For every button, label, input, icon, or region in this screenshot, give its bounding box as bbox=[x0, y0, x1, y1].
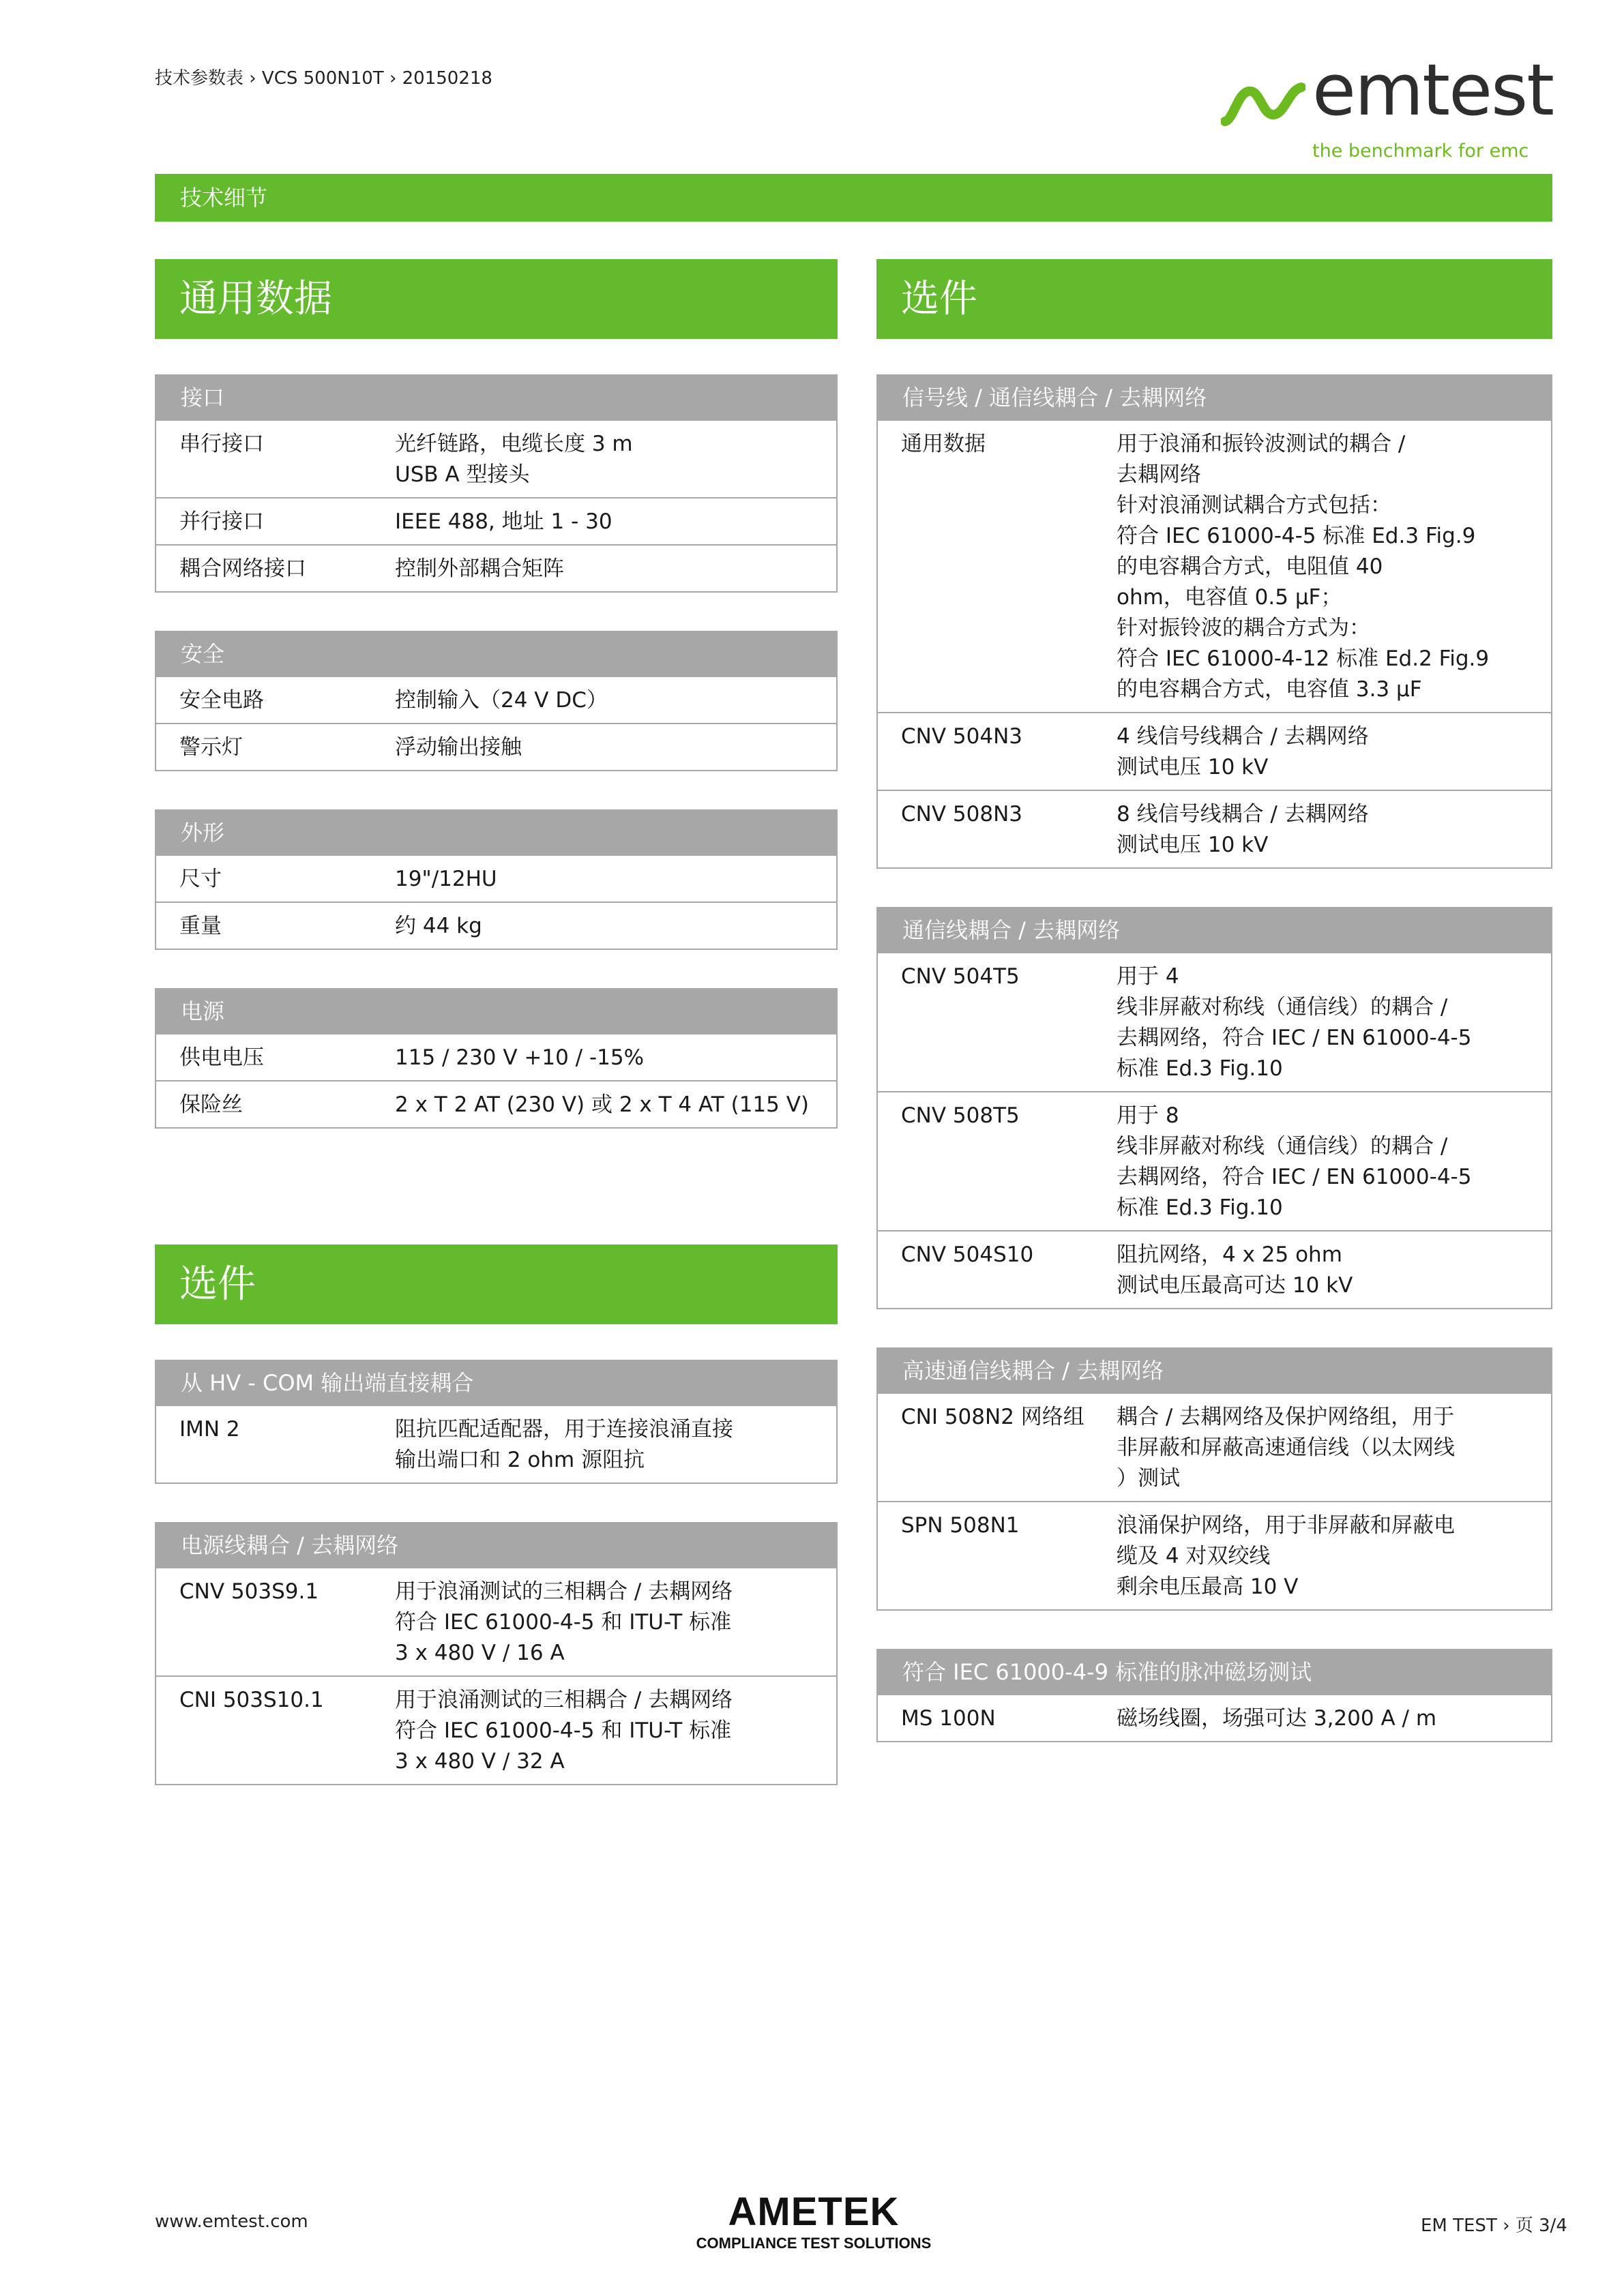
row-value: 用于浪涌测试的三相耦合 / 去耦网络 符合 IEC 61000-4-5 和 ITU-T 标准 3 x 480 V / 16 A bbox=[395, 1579, 733, 1665]
row-label: IMN 2 bbox=[179, 1417, 240, 1442]
breadcrumb: 技术参数表 › VCS 500N10T › 20150218 bbox=[155, 68, 492, 89]
row-label: 重量 bbox=[179, 914, 222, 938]
row-value: 控制外部耦合矩阵 bbox=[395, 556, 564, 581]
options-heading-left: 选件 bbox=[155, 1244, 838, 1324]
right-column bbox=[876, 259, 1552, 1742]
table-title: 外形 bbox=[156, 809, 836, 856]
table-row bbox=[156, 1568, 836, 1675]
spec-table bbox=[876, 1649, 1552, 1742]
row-value: 阻抗匹配适配器，用于连接浪涌直接 输出端口和 2 ohm 源阻抗 bbox=[395, 1417, 733, 1472]
row-value: 光纤链路，电缆长度 3 m USB A 型接头 bbox=[395, 432, 633, 487]
table-row bbox=[156, 723, 836, 770]
page-number: EM TEST › 页 3/4 bbox=[1421, 2216, 1567, 2236]
table-row bbox=[156, 1080, 836, 1127]
table-row bbox=[878, 953, 1551, 1091]
row-label: MS 100N bbox=[901, 1706, 996, 1731]
row-label: CNI 508N2 网络组 bbox=[901, 1405, 1084, 1429]
row-label: 并行接口 bbox=[179, 509, 264, 534]
row-label: 耦合网络接口 bbox=[179, 556, 306, 581]
table-title: 接口 bbox=[156, 374, 836, 421]
ametek-brand: AMETEK bbox=[728, 2190, 900, 2234]
ametek-logo bbox=[684, 2192, 943, 2254]
general-data-heading: 通用数据 bbox=[155, 259, 838, 339]
table-row bbox=[156, 1675, 836, 1784]
row-label: CNV 503S9.1 bbox=[179, 1579, 319, 1604]
row-label: 保险丝 bbox=[179, 1092, 243, 1117]
table-row bbox=[156, 856, 836, 901]
table-title: 符合 IEC 61000-4-9 标准的脉冲磁场测试 bbox=[878, 1649, 1551, 1695]
row-value: 115 / 230 V +10 / -15% bbox=[395, 1045, 645, 1070]
row-label: CNI 503S10.1 bbox=[179, 1688, 324, 1712]
table-row bbox=[878, 1501, 1551, 1609]
table-row bbox=[878, 712, 1551, 790]
row-value: 约 44 kg bbox=[395, 914, 482, 938]
row-value: 4 线信号线耦合 / 去耦网络 测试电压 10 kV bbox=[1117, 724, 1369, 779]
table-row bbox=[156, 1406, 836, 1482]
left-column bbox=[155, 259, 838, 1785]
spec-table bbox=[155, 988, 838, 1129]
logo-tagline: the benchmark for emc bbox=[1312, 140, 1529, 162]
table-title: 安全 bbox=[156, 631, 836, 677]
table-title: 信号线 / 通信线耦合 / 去耦网络 bbox=[878, 374, 1551, 421]
row-label: 通用数据 bbox=[901, 432, 986, 456]
left-tables bbox=[155, 374, 838, 1129]
row-value: 浮动输出接触 bbox=[395, 735, 522, 760]
ametek-subtitle: COMPLIANCE TEST SOLUTIONS bbox=[696, 2235, 932, 2252]
row-value: 用于浪涌和振铃波测试的耦合 / 去耦网络 针对浪涌测试耦合方式包括： 符合 IEC 61000-4-5 标准 Ed.3 Fig.9 的电容耦合方式，电阻值 40 ohm，电容值 0.5 μF； 针对振铃波的耦合方式为： 符合 IEC 61000-4-12 标准 Ed.2 Fig.9 的电容耦合方式，电容值 3.3 μF bbox=[1117, 432, 1490, 702]
row-value: 19"/12HU bbox=[395, 867, 497, 891]
row-label: CNV 508T5 bbox=[901, 1103, 1020, 1128]
spec-table bbox=[155, 374, 838, 593]
spec-table bbox=[876, 374, 1552, 869]
row-label: 串行接口 bbox=[179, 432, 264, 456]
spec-table bbox=[155, 1522, 838, 1785]
section-bar: 技术细节 bbox=[155, 174, 1552, 222]
row-value: 控制输入（24 V DC） bbox=[395, 688, 608, 713]
table-row bbox=[156, 544, 836, 591]
spec-table bbox=[155, 1360, 838, 1484]
emtest-logo bbox=[1221, 48, 1554, 169]
spec-table bbox=[155, 809, 838, 950]
row-label: CNV 504N3 bbox=[901, 724, 1022, 749]
row-label: 供电电压 bbox=[179, 1045, 264, 1070]
row-label: 安全电路 bbox=[179, 688, 264, 713]
row-label: SPN 508N1 bbox=[901, 1513, 1020, 1538]
table-title: 电源线耦合 / 去耦网络 bbox=[156, 1522, 836, 1568]
row-value: 磁场线圈，场强可达 3,200 A / m bbox=[1117, 1706, 1437, 1731]
row-value: 用于 8 线非屏蔽对称线（通信线）的耦合 / 去耦网络，符合 IEC / EN 61000-4-5 标准 Ed.3 Fig.10 bbox=[1117, 1103, 1472, 1220]
left-option-tables bbox=[155, 1360, 838, 1785]
table-title: 电源 bbox=[156, 988, 836, 1034]
spec-table bbox=[876, 907, 1552, 1309]
row-value: 8 线信号线耦合 / 去耦网络 测试电压 10 kV bbox=[1117, 802, 1369, 857]
table-title: 从 HV - COM 输出端直接耦合 bbox=[156, 1360, 836, 1406]
footer-website[interactable]: www.emtest.com bbox=[155, 2211, 308, 2232]
table-row bbox=[878, 1230, 1551, 1308]
row-label: CNV 504S10 bbox=[901, 1242, 1034, 1267]
table-row bbox=[878, 790, 1551, 867]
table-row bbox=[156, 1034, 836, 1080]
table-row bbox=[878, 1695, 1551, 1741]
right-tables bbox=[876, 374, 1552, 1742]
table-title: 高速通信线耦合 / 去耦网络 bbox=[878, 1347, 1551, 1394]
table-row bbox=[156, 901, 836, 949]
table-row bbox=[878, 1091, 1551, 1230]
row-label: CNV 508N3 bbox=[901, 802, 1022, 826]
wave-icon bbox=[1221, 80, 1305, 128]
row-value: 用于 4 线非屏蔽对称线（通信线）的耦合 / 去耦网络，符合 IEC / EN 61000-4-5 标准 Ed.3 Fig.10 bbox=[1117, 964, 1472, 1081]
table-row bbox=[156, 421, 836, 497]
table-row bbox=[878, 1394, 1551, 1501]
table-row bbox=[156, 497, 836, 544]
options-heading-right: 选件 bbox=[876, 259, 1552, 339]
row-value: 耦合 / 去耦网络及保护网络组，用于 非屏蔽和屏蔽高速通信线（以太网线 ）测试 bbox=[1117, 1405, 1455, 1491]
row-label: 警示灯 bbox=[179, 735, 243, 760]
logo-name: emtest bbox=[1312, 48, 1554, 132]
row-value: 浪涌保护网络，用于非屏蔽和屏蔽电 缆及 4 对双绞线 剩余电压最高 10 V bbox=[1117, 1513, 1455, 1599]
table-row bbox=[156, 677, 836, 723]
row-value: 2 x T 2 AT (230 V) 或 2 x T 4 AT (115 V) bbox=[395, 1092, 810, 1117]
row-label: CNV 504T5 bbox=[901, 964, 1020, 989]
table-row bbox=[878, 421, 1551, 712]
row-value: 阻抗网络，4 x 25 ohm 测试电压最高可达 10 kV bbox=[1117, 1242, 1353, 1298]
row-value: 用于浪涌测试的三相耦合 / 去耦网络 符合 IEC 61000-4-5 和 ITU-T 标准 3 x 480 V / 32 A bbox=[395, 1688, 733, 1774]
row-value: IEEE 488, 地址 1 - 30 bbox=[395, 509, 612, 534]
table-title: 通信线耦合 / 去耦网络 bbox=[878, 907, 1551, 953]
row-label: 尺寸 bbox=[179, 867, 222, 891]
spec-table bbox=[155, 631, 838, 771]
spec-table bbox=[876, 1347, 1552, 1611]
